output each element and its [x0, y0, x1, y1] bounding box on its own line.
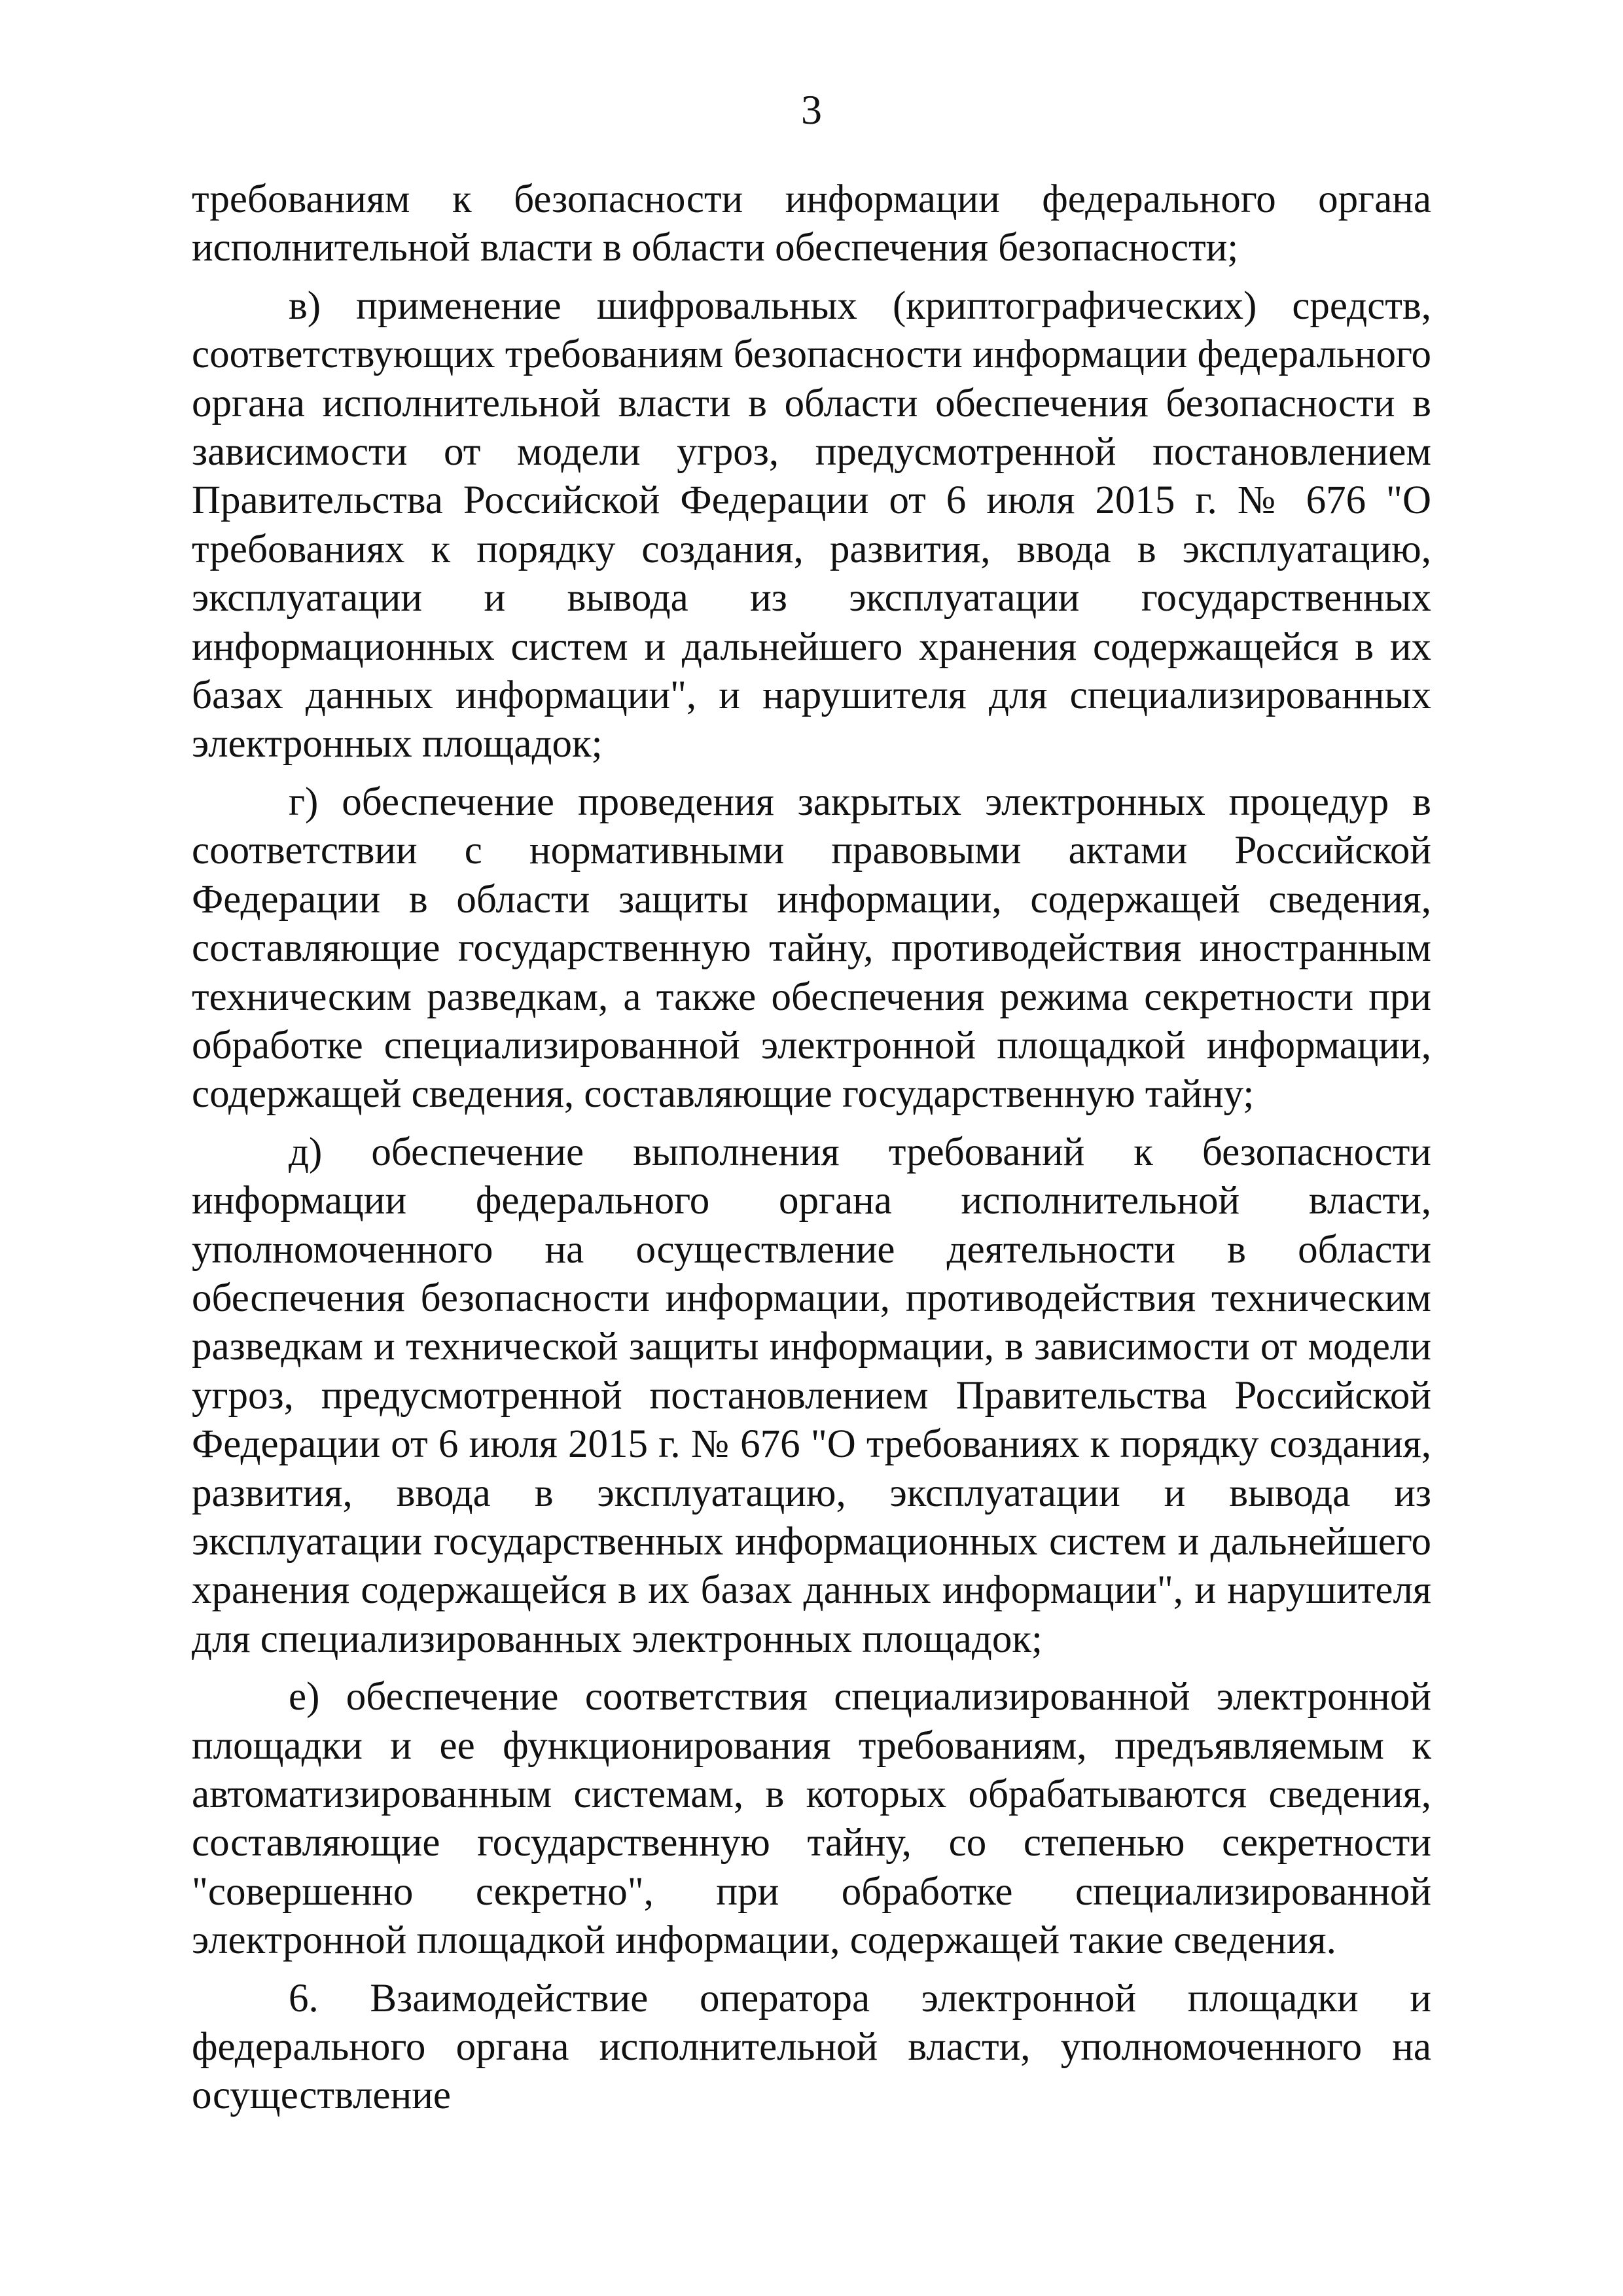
paragraph-continuation: требованиям к безопасности информации федерального органа исполнительной власти в области обеспечения безопасности; [192, 177, 1431, 270]
paragraph-item-v: в) применение шифровальных (криптографических) средств, соответствующих требованиям безопасности информации федерального органа исполнительной власти в области обеспечения безопасности в зависимости от модели угроз, предусмотренной постановлением Правительства Российской Федерации от 6 июля 2015 г. № 676 "О требованиях к порядку создания, развития, ввода в эксплуатацию, эксплуатации и вывода из эксплуатации государственных информационных систем и дальнейшего хранения содержащейся в их базах данных информации", и нарушителя для специализированных электронных площадок; [192, 283, 1431, 766]
paragraph-item-g: г) обеспечение проведения закрытых электронных процедур в соответствии с нормативными правовыми актами Российской Федерации в области защиты информации, содержащей сведения, составляющие государственную тайну, противодействия иностранным техническим разведкам, а также обеспечения режима секретности при обработке специализированной электронной площадкой информации, содержащей сведения, составляющие государственную тайну; [192, 780, 1431, 1117]
document-body [192, 175, 1431, 2130]
page-number: 3 [801, 86, 822, 133]
paragraph-item-d: д) обеспечение выполнения требований к безопасности информации федерального органа исполнительной власти, уполномоченного на осуществление деятельности в области обеспечения безопасности информации, противодействия техническим разведкам и технической защиты информации, в зависимости от модели угроз, предусмотренной постановлением Правительства Российской Федерации от 6 июля 2015 г. № 676 "О требованиях к порядку создания, развития, ввода в эксплуатацию, эксплуатации и вывода из эксплуатации государственных информационных систем и дальнейшего хранения содержащейся в их базах данных информации", и нарушителя для специализированных электронных площадок; [192, 1130, 1431, 1661]
paragraph-item-e: е) обеспечение соответствия специализированной электронной площадки и ее функционирования требованиям, предъявляемым к автоматизированным системам, в которых обрабатываются сведения, составляющие государственную тайну, со степенью секретности "совершенно секретно", при обработке специализированной электронной площадкой информации, содержащей такие сведения. [192, 1675, 1431, 1963]
paragraph-section-6: 6. Взаимодействие оператора электронной площадки и федерального органа исполнительной власти, уполномоченного на осуществление [192, 1976, 1431, 2118]
